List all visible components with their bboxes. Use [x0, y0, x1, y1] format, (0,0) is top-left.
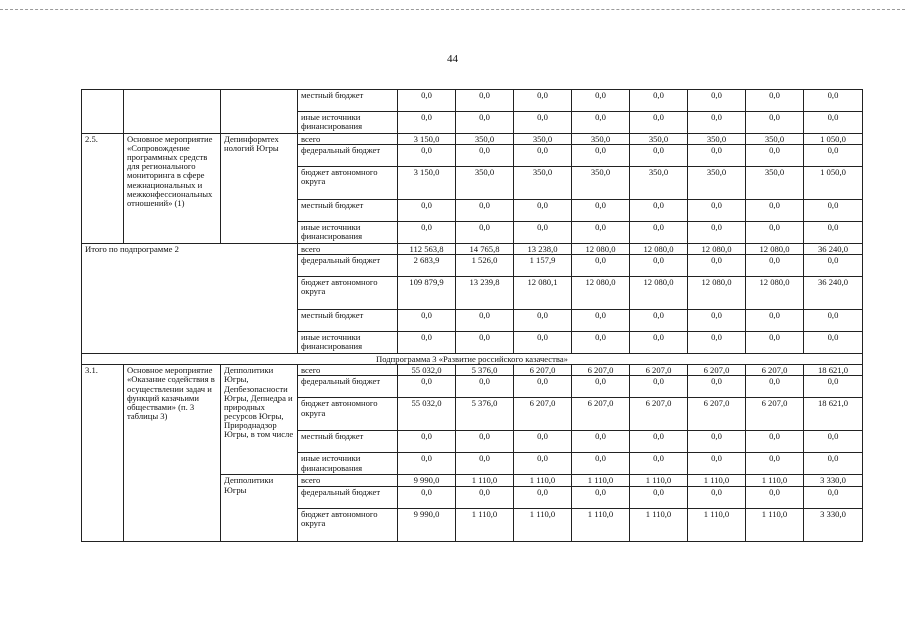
- value-cell: 0,0: [630, 376, 688, 398]
- value-cell: 12 080,0: [630, 244, 688, 255]
- value-cell: 350,0: [456, 134, 514, 145]
- item-number-cell: 3.1.: [82, 365, 124, 541]
- funding-source-cell: всего: [298, 365, 398, 376]
- executor-cell: Депполитики Югры: [221, 475, 298, 541]
- value-cell: 0,0: [630, 453, 688, 475]
- funding-source-cell: иные источники финансирования: [298, 112, 398, 134]
- value-cell: 0,0: [688, 332, 746, 354]
- value-cell: 0,0: [688, 376, 746, 398]
- funding-source-cell: иные источники финансирования: [298, 453, 398, 475]
- value-cell: 1 110,0: [688, 475, 746, 486]
- value-cell: 112 563,8: [398, 244, 456, 255]
- value-cell: 350,0: [630, 134, 688, 145]
- funding-source-cell: федеральный бюджет: [298, 486, 398, 508]
- value-cell: 109 879,9: [398, 277, 456, 310]
- value-cell: 0,0: [746, 310, 804, 332]
- value-cell: 9 990,0: [398, 508, 456, 541]
- value-cell: 0,0: [630, 431, 688, 453]
- item-number-cell: 2.5.: [82, 134, 124, 244]
- value-cell: 2 683,9: [398, 255, 456, 277]
- value-cell: 0,0: [804, 255, 863, 277]
- page-number: 44: [447, 53, 458, 65]
- value-cell: 0,0: [398, 200, 456, 222]
- value-cell: 1 110,0: [514, 508, 572, 541]
- value-cell: 1 110,0: [456, 508, 514, 541]
- value-cell: 6 207,0: [630, 365, 688, 376]
- value-cell: 0,0: [456, 112, 514, 134]
- value-cell: 0,0: [572, 90, 630, 112]
- value-cell: 350,0: [514, 167, 572, 200]
- value-cell: 0,0: [514, 376, 572, 398]
- value-cell: 12 080,0: [572, 244, 630, 255]
- value-cell: 0,0: [514, 90, 572, 112]
- value-cell: 3 150,0: [398, 167, 456, 200]
- value-cell: 350,0: [746, 134, 804, 145]
- value-cell: 6 207,0: [688, 398, 746, 431]
- value-cell: 0,0: [746, 112, 804, 134]
- subprogram-3-row: [82, 354, 863, 365]
- value-cell: 0,0: [746, 453, 804, 475]
- value-cell: 0,0: [688, 453, 746, 475]
- value-cell: 6 207,0: [514, 398, 572, 431]
- value-cell: 1 050,0: [804, 134, 863, 145]
- value-cell: 0,0: [398, 486, 456, 508]
- value-cell: 13 239,8: [456, 277, 514, 310]
- value-cell: 1 050,0: [804, 167, 863, 200]
- executor-cell: Депинформтех нологий Югры: [221, 134, 298, 244]
- item-number-cell: [82, 90, 124, 134]
- value-cell: 3 150,0: [398, 134, 456, 145]
- value-cell: 55 032,0: [398, 365, 456, 376]
- funding-source-cell: федеральный бюджет: [298, 145, 398, 167]
- value-cell: 0,0: [398, 431, 456, 453]
- table-row: [82, 365, 863, 376]
- value-cell: 14 765,8: [456, 244, 514, 255]
- value-cell: 0,0: [456, 376, 514, 398]
- value-cell: 0,0: [572, 486, 630, 508]
- value-cell: 0,0: [630, 486, 688, 508]
- value-cell: 0,0: [630, 200, 688, 222]
- value-cell: 12 080,0: [746, 244, 804, 255]
- value-cell: 0,0: [514, 222, 572, 244]
- value-cell: 5 376,0: [456, 365, 514, 376]
- value-cell: 0,0: [688, 222, 746, 244]
- value-cell: 0,0: [804, 90, 863, 112]
- funding-source-cell: всего: [298, 134, 398, 145]
- value-cell: 0,0: [804, 431, 863, 453]
- value-cell: 350,0: [572, 134, 630, 145]
- value-cell: 0,0: [572, 332, 630, 354]
- value-cell: 0,0: [804, 310, 863, 332]
- value-cell: 350,0: [456, 167, 514, 200]
- value-cell: 0,0: [514, 332, 572, 354]
- subprogram-3-title: Подпрограмма 3 «Развитие российского казачества»: [82, 354, 863, 365]
- table-row: [82, 244, 863, 255]
- value-cell: 0,0: [456, 200, 514, 222]
- value-cell: 0,0: [630, 222, 688, 244]
- value-cell: 6 207,0: [746, 398, 804, 431]
- value-cell: 0,0: [456, 486, 514, 508]
- value-cell: 0,0: [746, 145, 804, 167]
- value-cell: 0,0: [456, 222, 514, 244]
- funding-source-cell: местный бюджет: [298, 431, 398, 453]
- value-cell: 0,0: [804, 145, 863, 167]
- value-cell: 350,0: [572, 167, 630, 200]
- value-cell: 0,0: [456, 90, 514, 112]
- value-cell: 0,0: [456, 310, 514, 332]
- value-cell: 1 110,0: [630, 508, 688, 541]
- executor-cell: [221, 90, 298, 134]
- value-cell: 350,0: [688, 167, 746, 200]
- value-cell: 1 110,0: [572, 508, 630, 541]
- value-cell: 350,0: [688, 134, 746, 145]
- value-cell: 0,0: [514, 200, 572, 222]
- value-cell: 0,0: [456, 431, 514, 453]
- value-cell: 1 526,0: [456, 255, 514, 277]
- value-cell: 0,0: [630, 255, 688, 277]
- value-cell: 0,0: [804, 222, 863, 244]
- value-cell: 0,0: [398, 222, 456, 244]
- value-cell: 0,0: [746, 332, 804, 354]
- value-cell: 18 621,0: [804, 365, 863, 376]
- value-cell: 0,0: [804, 453, 863, 475]
- value-cell: 36 240,0: [804, 277, 863, 310]
- value-cell: 350,0: [514, 134, 572, 145]
- top-edge-line: [0, 9, 905, 10]
- value-cell: 0,0: [746, 431, 804, 453]
- value-cell: 55 032,0: [398, 398, 456, 431]
- value-cell: 1 110,0: [456, 475, 514, 486]
- executor-cell: Депполитики Югры, Депбезопасности Югры, Депнедра и природных ресурсов Югры, Природнадзор Югры, в том числе: [221, 365, 298, 475]
- table-body: [82, 90, 863, 542]
- value-cell: 0,0: [398, 376, 456, 398]
- value-cell: 3 330,0: [804, 475, 863, 486]
- item-name-cell: Основное мероприятие «Оказание содействия в осуществлении задач и функций казачьими обществами» (п. 3 таблицы 3): [124, 365, 221, 541]
- value-cell: 6 207,0: [514, 365, 572, 376]
- funding-source-cell: местный бюджет: [298, 200, 398, 222]
- value-cell: 0,0: [398, 112, 456, 134]
- value-cell: 0,0: [514, 431, 572, 453]
- value-cell: 0,0: [746, 255, 804, 277]
- value-cell: 3 330,0: [804, 508, 863, 541]
- value-cell: 1 110,0: [746, 508, 804, 541]
- funding-source-cell: всего: [298, 475, 398, 486]
- value-cell: 1 110,0: [514, 475, 572, 486]
- funding-source-cell: местный бюджет: [298, 90, 398, 112]
- funding-source-cell: бюджет автономного округа: [298, 508, 398, 541]
- value-cell: 12 080,0: [688, 244, 746, 255]
- value-cell: 0,0: [572, 222, 630, 244]
- value-cell: 13 238,0: [514, 244, 572, 255]
- value-cell: 0,0: [456, 453, 514, 475]
- value-cell: 1 110,0: [746, 475, 804, 486]
- value-cell: 0,0: [746, 90, 804, 112]
- value-cell: 0,0: [456, 145, 514, 167]
- value-cell: 0,0: [572, 310, 630, 332]
- funding-source-cell: всего: [298, 244, 398, 255]
- value-cell: 5 376,0: [456, 398, 514, 431]
- item-name-cell: [124, 90, 221, 134]
- value-cell: 0,0: [572, 145, 630, 167]
- value-cell: 0,0: [398, 453, 456, 475]
- value-cell: 0,0: [804, 376, 863, 398]
- value-cell: 0,0: [514, 310, 572, 332]
- funding-source-cell: иные источники финансирования: [298, 332, 398, 354]
- value-cell: 1 110,0: [630, 475, 688, 486]
- value-cell: 350,0: [746, 167, 804, 200]
- value-cell: 0,0: [746, 486, 804, 508]
- value-cell: 0,0: [688, 255, 746, 277]
- financing-table: [81, 89, 863, 542]
- value-cell: 0,0: [688, 145, 746, 167]
- funding-source-cell: бюджет автономного округа: [298, 167, 398, 200]
- funding-source-cell: местный бюджет: [298, 310, 398, 332]
- table-row: [82, 134, 863, 145]
- value-cell: 0,0: [572, 200, 630, 222]
- value-cell: 0,0: [514, 112, 572, 134]
- funding-source-cell: иные источники финансирования: [298, 222, 398, 244]
- value-cell: 0,0: [398, 90, 456, 112]
- value-cell: 0,0: [398, 145, 456, 167]
- value-cell: 0,0: [688, 431, 746, 453]
- value-cell: 0,0: [746, 200, 804, 222]
- value-cell: 1 157,9: [514, 255, 572, 277]
- value-cell: 1 110,0: [688, 508, 746, 541]
- value-cell: 0,0: [804, 112, 863, 134]
- value-cell: 0,0: [572, 431, 630, 453]
- table-row: [82, 90, 863, 112]
- value-cell: 0,0: [688, 310, 746, 332]
- funding-source-cell: федеральный бюджет: [298, 376, 398, 398]
- value-cell: 1 110,0: [572, 475, 630, 486]
- value-cell: 36 240,0: [804, 244, 863, 255]
- value-cell: 0,0: [804, 332, 863, 354]
- value-cell: 6 207,0: [630, 398, 688, 431]
- value-cell: 0,0: [572, 453, 630, 475]
- value-cell: 0,0: [804, 486, 863, 508]
- value-cell: 0,0: [398, 332, 456, 354]
- funding-source-cell: бюджет автономного округа: [298, 277, 398, 310]
- value-cell: 6 207,0: [746, 365, 804, 376]
- value-cell: 0,0: [746, 376, 804, 398]
- funding-source-cell: бюджет автономного округа: [298, 398, 398, 431]
- value-cell: 0,0: [572, 255, 630, 277]
- value-cell: 0,0: [688, 90, 746, 112]
- value-cell: 0,0: [398, 310, 456, 332]
- value-cell: 0,0: [630, 145, 688, 167]
- funding-source-cell: федеральный бюджет: [298, 255, 398, 277]
- value-cell: 6 207,0: [688, 365, 746, 376]
- value-cell: 0,0: [514, 453, 572, 475]
- value-cell: 0,0: [630, 90, 688, 112]
- value-cell: 0,0: [630, 310, 688, 332]
- value-cell: 0,0: [688, 112, 746, 134]
- value-cell: 12 080,0: [630, 277, 688, 310]
- value-cell: 12 080,1: [514, 277, 572, 310]
- value-cell: 0,0: [688, 200, 746, 222]
- subprogram-2-total-label: Итого по подпрограмме 2: [82, 244, 298, 354]
- value-cell: 18 621,0: [804, 398, 863, 431]
- value-cell: 0,0: [630, 332, 688, 354]
- value-cell: 0,0: [688, 486, 746, 508]
- value-cell: 6 207,0: [572, 365, 630, 376]
- value-cell: 350,0: [630, 167, 688, 200]
- value-cell: 0,0: [630, 112, 688, 134]
- value-cell: 0,0: [746, 222, 804, 244]
- value-cell: 12 080,0: [688, 277, 746, 310]
- value-cell: 0,0: [514, 486, 572, 508]
- value-cell: 0,0: [572, 112, 630, 134]
- item-name-cell: Основное мероприятие «Сопровождение программных средств для регионального мониторинга в сфере межнациональных и межконфессиональных отношений» (1): [124, 134, 221, 244]
- value-cell: 0,0: [514, 145, 572, 167]
- value-cell: 0,0: [804, 200, 863, 222]
- value-cell: 12 080,0: [572, 277, 630, 310]
- value-cell: 9 990,0: [398, 475, 456, 486]
- value-cell: 12 080,0: [746, 277, 804, 310]
- value-cell: 6 207,0: [572, 398, 630, 431]
- value-cell: 0,0: [456, 332, 514, 354]
- value-cell: 0,0: [572, 376, 630, 398]
